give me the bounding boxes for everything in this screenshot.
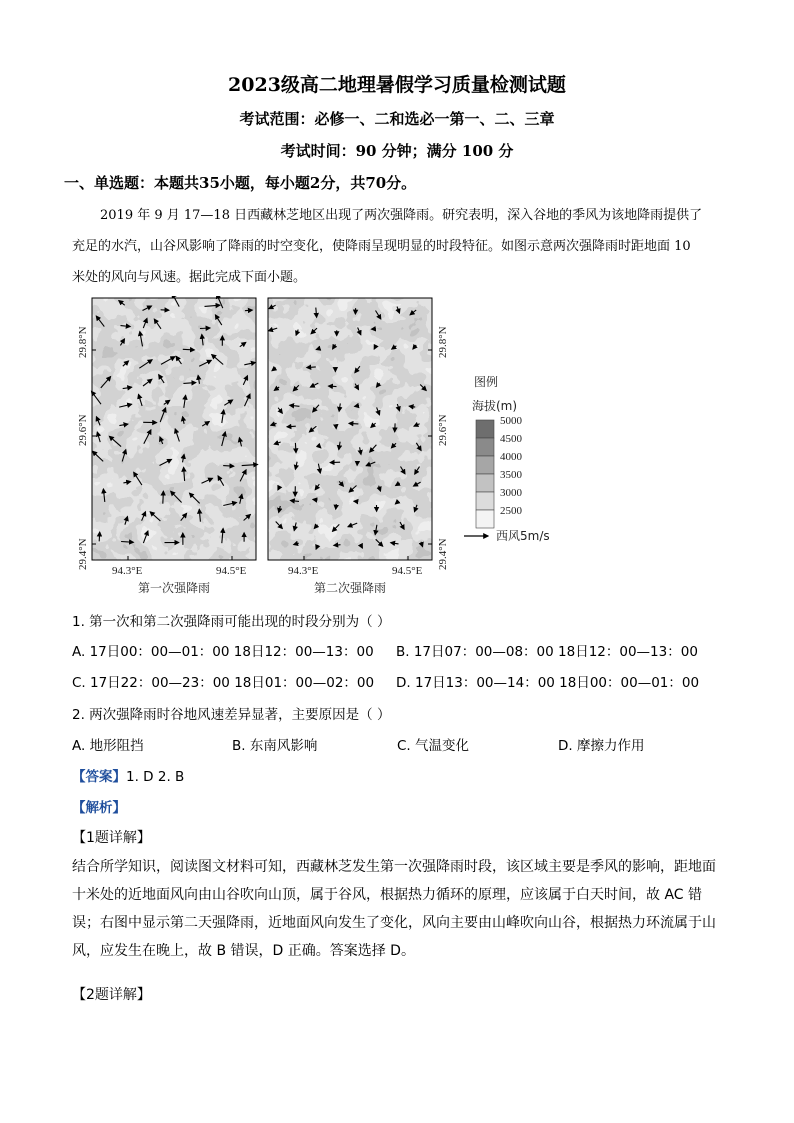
lat-label-right-top: 29.8°N bbox=[437, 326, 449, 358]
wind-arrow bbox=[334, 545, 341, 546]
wind-arrow bbox=[329, 386, 337, 387]
lon-label-left-2: 94.5°E bbox=[216, 565, 247, 577]
intro-line-2: 充足的水汽，山谷风影响了降雨的时空变化，使降雨呈现明显的时段特征。如图示意两次强降雨时距地面 10 bbox=[72, 239, 691, 254]
wind-arrow bbox=[313, 499, 318, 500]
lat-label-right-mid: 29.6°N bbox=[437, 414, 449, 446]
answer-line bbox=[72, 765, 184, 785]
detail-1-paragraph bbox=[72, 853, 724, 965]
wind-arrow bbox=[99, 532, 100, 541]
wind-arrow bbox=[163, 491, 164, 504]
q1-option-b: B. 17日07：00—08：00 18日12：00—13：00 bbox=[396, 644, 698, 660]
map-second-rainfall bbox=[268, 298, 432, 560]
lon-label-left-1: 94.3°E bbox=[112, 565, 143, 577]
lat-label-left-bot: 29.4°N bbox=[77, 538, 89, 570]
wind-arrow bbox=[336, 504, 337, 509]
legend-level-label: 4000 bbox=[500, 451, 522, 463]
legend-swatch bbox=[476, 456, 494, 474]
lat-label-right-bot: 29.4°N bbox=[437, 538, 449, 570]
legend-level-label: 3000 bbox=[500, 487, 522, 499]
detail-1-line-4: 风，应发生在晚上，故 B 错误，D 正确。答案选择 D。 bbox=[72, 943, 415, 959]
q1-option-a: A. 17日00：00—01：00 18日12：00—13：00 bbox=[72, 644, 374, 660]
q2-option-c: C. 气温变化 bbox=[397, 738, 470, 754]
answer-label: 【答案】 bbox=[72, 769, 126, 785]
q2-option-b: B. 东南风影响 bbox=[232, 738, 318, 754]
intro-line-3: 米处的风向与风速。据此完成下面小题。 bbox=[72, 270, 307, 285]
detail-1-line-2: 十米处的近地面风向由山谷吹向山顶，属于谷风，根据热力循环的原理，应该属于白天时间，故 AC 错 bbox=[72, 887, 703, 903]
wind-arrow bbox=[349, 423, 358, 424]
intro-line-1: 2019 年 9 月 17—18 日西藏林芝地区出现了两次强降雨。研究表明，深入谷地的季风为该地降雨提供了 bbox=[100, 208, 703, 223]
legend-unit: 海拔(m) bbox=[472, 399, 518, 413]
wind-arrow bbox=[223, 466, 234, 467]
lon-label-right-2: 94.5°E bbox=[392, 565, 423, 577]
legend-title: 图例 bbox=[474, 375, 499, 389]
wind-arrow bbox=[307, 367, 316, 368]
legend-swatch bbox=[476, 492, 494, 510]
exam-title: 2023级高二地理暑假学习质量检测试题 bbox=[228, 74, 566, 96]
wind-arrow bbox=[183, 349, 195, 350]
question-2-stem: 2. 两次强降雨时谷地风速差异显著，主要原因是（ ） bbox=[72, 707, 391, 723]
q1-option-c: C. 17日22：00—23：00 18日01：00—02：00 bbox=[72, 675, 375, 691]
detail-2-label: 【2题详解】 bbox=[72, 987, 151, 1003]
legend-level-label: 3500 bbox=[500, 469, 522, 481]
exam-time: 考试时间：90 分钟；满分 100 分 bbox=[280, 142, 514, 160]
legend-swatch bbox=[476, 510, 494, 528]
answer-value: 1. D 2. B bbox=[126, 769, 185, 785]
section-heading: 一、单选题：本题共35小题，每小题2分，共70分。 bbox=[64, 174, 417, 192]
detail-1-line-3: 误；右图中显示第二天强降雨，近地面风向发生了变化，风向主要由山峰吹向山谷，根据热力环流属于山 bbox=[72, 915, 716, 931]
wind-arrow bbox=[295, 443, 296, 453]
question-1-stem: 1. 第一次和第二次强降雨可能出现的时段分别为（ ） bbox=[72, 614, 391, 630]
legend-swatch bbox=[476, 474, 494, 492]
lat-label-left-top: 29.8°N bbox=[77, 326, 89, 358]
legend-swatch bbox=[476, 438, 494, 456]
detail-1-line-1: 结合所学知识，阅读图文材料可知，西藏林芝发生第一次强降雨时段，该区域主要是季风的影响，距地面 bbox=[72, 859, 716, 875]
wind-arrow bbox=[287, 426, 296, 427]
wind-arrow bbox=[245, 310, 252, 311]
map-first-rainfall bbox=[92, 296, 258, 560]
legend bbox=[464, 374, 550, 543]
wind-scale-label: 西风5m/s bbox=[496, 529, 550, 543]
wind-figure bbox=[72, 296, 592, 610]
intro-paragraph bbox=[72, 200, 724, 293]
lon-label-right-1: 94.3°E bbox=[288, 565, 319, 577]
legend-swatch bbox=[476, 420, 494, 438]
analysis-label: 【解析】 bbox=[72, 800, 126, 816]
q1-option-d: D. 17日13：00—14：00 18日00：00—01：00 bbox=[396, 675, 700, 691]
wind-arrow bbox=[200, 328, 210, 329]
caption-second: 第二次强降雨 bbox=[313, 581, 387, 595]
caption-first: 第一次强降雨 bbox=[137, 581, 211, 595]
detail-1-label: 【1题详解】 bbox=[72, 830, 151, 846]
legend-level-label: 4500 bbox=[500, 433, 522, 445]
legend-level-label: 2500 bbox=[500, 505, 522, 517]
q2-option-a: A. 地形阻挡 bbox=[72, 738, 144, 754]
legend-level-label: 5000 bbox=[500, 415, 522, 427]
lat-label-left-mid: 29.6°N bbox=[77, 414, 89, 446]
exam-scope: 考试范围：必修一、二和选必一第一、二、三章 bbox=[239, 110, 555, 128]
q2-option-d: D. 摩擦力作用 bbox=[558, 738, 645, 754]
